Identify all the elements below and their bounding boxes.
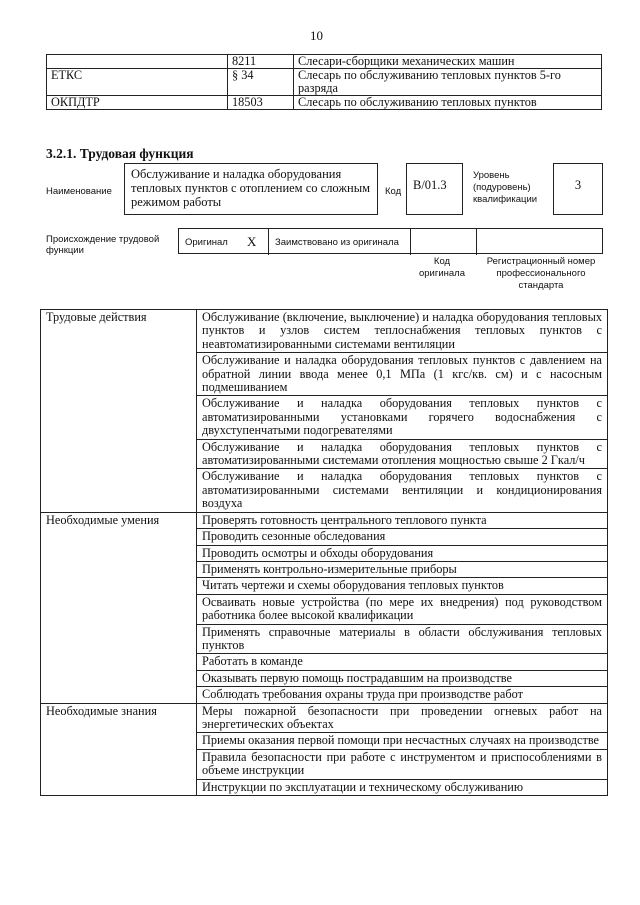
origin-label: Происхождение трудовой функции xyxy=(46,234,160,256)
section-item: Правила безопасности при работе с инструментом и приспособлениями в объеме инструкции xyxy=(197,749,608,779)
section-item: Применять справочные материалы в области обслуживания тепловых пунктов xyxy=(197,624,608,654)
section-item: Меры пожарной безопасности при проведении огневых работ на энергетических объектах xyxy=(197,703,608,733)
section-item: Обслуживание и наладка оборудования тепловых пунктов с автоматизированными системами отопления мощностью свыше 2 Гкал/ч xyxy=(197,439,608,469)
table-row xyxy=(47,55,602,69)
reg-caption: Регистрационный номер профессионального стандарта xyxy=(486,256,596,291)
section-heading: Необходимые знания xyxy=(41,703,197,795)
table-cell: Слесари-сборщики механических машин xyxy=(294,55,602,69)
borrowed-label: Заимствовано из оригинала xyxy=(275,237,399,248)
table-cell: 18503 xyxy=(228,96,294,110)
table-row xyxy=(47,96,602,110)
table-cell: 8211 xyxy=(228,55,294,69)
table-cell: ОКПДТР xyxy=(47,96,228,110)
table-cell: Слесарь по обслуживанию тепловых пунктов xyxy=(294,96,602,110)
section-item: Применять контрольно-измерительные приборы xyxy=(197,561,608,577)
section-item: Обслуживание и наладка оборудования тепловых пунктов с автоматизированными установками горячего водоснабжения с двухступенчатыми подогревателями xyxy=(197,396,608,439)
function-code-box: B/01.3 xyxy=(406,163,463,215)
table-row xyxy=(41,703,608,733)
original-code-cell xyxy=(411,229,477,255)
table-cell: § 34 xyxy=(228,69,294,96)
borrowed-cell xyxy=(269,229,411,255)
original-mark: X xyxy=(247,234,257,249)
table-row xyxy=(47,69,602,96)
section-title: 3.2.1. Трудовая функция xyxy=(46,146,194,161)
section-item: Читать чертежи и схемы оборудования тепловых пунктов xyxy=(197,578,608,594)
name-label: Наименование xyxy=(46,186,112,197)
origin-strip xyxy=(178,228,603,254)
code-caption: Код оригинала xyxy=(418,256,465,279)
table-cell: ЕТКС xyxy=(47,69,228,96)
page-number: 10 xyxy=(310,28,323,43)
function-details-table xyxy=(40,309,608,796)
classification-table xyxy=(46,54,602,110)
section-item: Обслуживание и наладка оборудования тепловых пунктов с автоматизированными системами вентиляции и кондиционирования воздуха xyxy=(197,469,608,512)
section-item: Инструкции по эксплуатации и техническому обслуживанию xyxy=(197,779,608,795)
section-item: Осваивать новые устройства (по мере их внедрения) под руководством работника более высокой квалификации xyxy=(197,594,608,624)
table-row xyxy=(41,310,608,353)
section-item: Работать в команде xyxy=(197,654,608,670)
original-cell xyxy=(179,229,269,255)
original-label: Оригинал xyxy=(185,237,228,248)
function-name-box: Обслуживание и наладка оборудования тепловых пунктов с отоплением со сложным режимом работы xyxy=(124,163,378,215)
level-box: 3 xyxy=(553,163,603,215)
section-item: Оказывать первую помощь пострадавшим на производстве xyxy=(197,670,608,686)
section-item: Обслуживание и наладка оборудования тепловых пунктов с давлением на обратной линии ввода менее 0,1 МПа (1 кгс/кв. см) и с насосным подмешиванием xyxy=(197,353,608,396)
section-heading: Трудовые действия xyxy=(41,310,197,513)
table-cell xyxy=(47,55,228,69)
section-item: Соблюдать требования охраны труда при производстве работ xyxy=(197,687,608,703)
section-item: Проверять готовность центрального теплового пункта xyxy=(197,512,608,528)
section-item: Проводить сезонные обследования xyxy=(197,529,608,545)
table-cell: Слесарь по обслуживанию тепловых пунктов 5-го разряда xyxy=(294,69,602,96)
reg-number-cell xyxy=(477,229,604,255)
section-item: Приемы оказания первой помощи при несчастных случаях на производстве xyxy=(197,733,608,749)
section-heading: Необходимые умения xyxy=(41,512,197,703)
section-item: Проводить осмотры и обходы оборудования xyxy=(197,545,608,561)
table-row xyxy=(41,512,608,528)
section-item: Обслуживание (включение, выключение) и наладка оборудования тепловых пунктов и узлов систем теплоснабжения тепловых пунктов с неавтоматизированными системами вентиляции xyxy=(197,310,608,353)
code-label: Код xyxy=(385,186,402,197)
level-label: Уровень (подуровень) квалификации xyxy=(473,170,538,205)
